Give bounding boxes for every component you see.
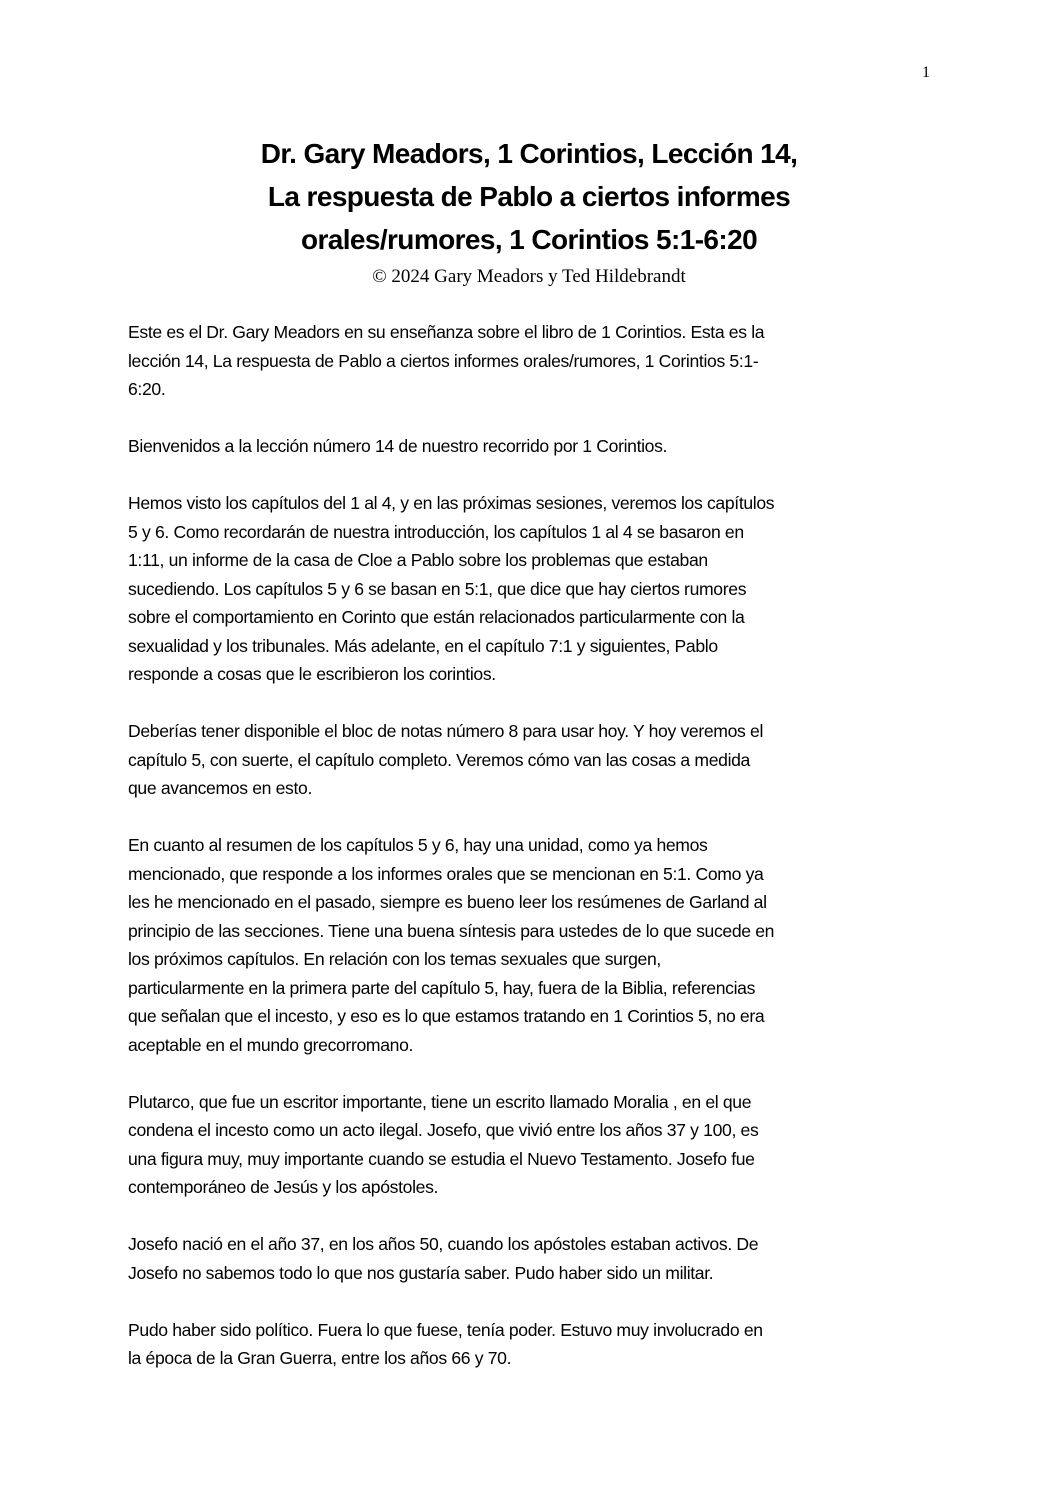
title-line: orales/rumores, 1 Corintios 5:1-6:20 xyxy=(300,224,758,255)
text-line: mencionado, que responde a los informes orales que se mencionan en 5:1. Como ya xyxy=(128,863,764,884)
text-line: Josefo no sabemos todo lo que nos gustaría saber. Pudo haber sido un militar. xyxy=(128,1262,714,1283)
copyright-notice: © 2024 Gary Meadors y Ted Hildebrandt xyxy=(372,266,686,287)
text-line: sexualidad y los tribunales. Más adelante, en el capítulo 7:1 y siguientes, Pablo xyxy=(128,635,718,656)
paragraph xyxy=(128,831,948,1059)
paragraph xyxy=(128,432,948,461)
text-line: Deberías tener disponible el bloc de notas número 8 para usar hoy. Y hoy veremos el xyxy=(128,721,764,741)
text-line: la época de la Gran Guerra, entre los años 66 y 70. xyxy=(128,1348,512,1368)
text-line: Plutarco, que fue un escritor importante, tiene un escrito llamado Moralia , en el que xyxy=(128,1091,752,1112)
text-line: principio de las secciones. Tiene una buena síntesis para ustedes de lo que sucede en xyxy=(128,920,775,941)
paragraph xyxy=(128,318,948,404)
page-number: 1 xyxy=(922,64,930,81)
text-line: que avancemos en esto. xyxy=(128,778,313,798)
text-line: 5 y 6. Como recordarán de nuestra introducción, los capítulos 1 al 4 se basaron en xyxy=(128,521,744,542)
text-line: Este es el Dr. Gary Meadors en su enseñanza sobre el libro de 1 Corintios. Esta es la xyxy=(128,322,765,342)
text-line: una figura muy, muy importante cuando se estudia el Nuevo Testamento. Josefo fue xyxy=(128,1148,755,1169)
text-line: En cuanto al resumen de los capítulos 5 y 6, hay una unidad, como ya hemos xyxy=(128,835,708,855)
paragraph xyxy=(128,717,948,803)
title-line: La respuesta de Pablo a ciertos informes xyxy=(267,181,791,212)
text-line: Pudo haber sido político. Fuera lo que fuese, tenía poder. Estuvo muy involucrado en xyxy=(128,1319,763,1340)
text-line: Josefo nació en el año 37, en los años 50, cuando los apóstoles estaban activos. De xyxy=(128,1234,759,1254)
text-line: particularmente en la primera parte del capítulo 5, hay, fuera de la Biblia, referencias xyxy=(128,977,756,998)
text-line: sucediendo. Los capítulos 5 y 6 se basan en 5:1, que dice que hay ciertos rumores xyxy=(128,578,747,599)
text-line: lección 14, La respuesta de Pablo a ciertos informes orales/rumores, 1 Corintios 5:1- xyxy=(128,350,759,371)
text-line: condena el incesto como un acto ilegal. Josefo, que vivió entre los años 37 y 100, es xyxy=(128,1120,759,1140)
paragraph xyxy=(128,1088,948,1202)
text-line: sobre el comportamiento en Corinto que están relacionados particularmente con la xyxy=(128,607,745,627)
title-line: Dr. Gary Meadors, 1 Corintios, Lección 14, xyxy=(260,138,798,169)
text-line: Hemos visto los capítulos del 1 al 4, y en las próximas sesiones, veremos los capítulos xyxy=(128,493,775,513)
paragraph xyxy=(128,1316,948,1373)
text-line: los próximos capítulos. En relación con los temas sexuales que surgen, xyxy=(128,949,661,969)
text-line: 1:11, un informe de la casa de Cloe a Pablo sobre los problemas que estaban xyxy=(128,550,708,570)
text-line: contemporáneo de Jesús y los apóstoles. xyxy=(128,1177,439,1197)
text-line: 6:20. xyxy=(128,379,166,399)
text-line: aceptable en el mundo grecorromano. xyxy=(128,1034,414,1055)
text-line: responde a cosas que le escribieron los corintios. xyxy=(128,664,496,684)
paragraph xyxy=(128,489,948,689)
text-line: que señalan que el incesto, y eso es lo que estamos tratando en 1 Corintios 5, no era xyxy=(128,1006,765,1026)
document-body xyxy=(128,318,948,1401)
paragraph xyxy=(128,1230,948,1287)
text-line: les he mencionado en el pasado, siempre es bueno leer los resúmenes de Garland al xyxy=(128,892,767,912)
document-title xyxy=(0,132,1058,261)
text-line: Bienvenidos a la lección número 14 de nuestro recorrido por 1 Corintios. xyxy=(128,436,668,456)
text-line: capítulo 5, con suerte, el capítulo completo. Veremos cómo van las cosas a medida xyxy=(128,749,750,770)
